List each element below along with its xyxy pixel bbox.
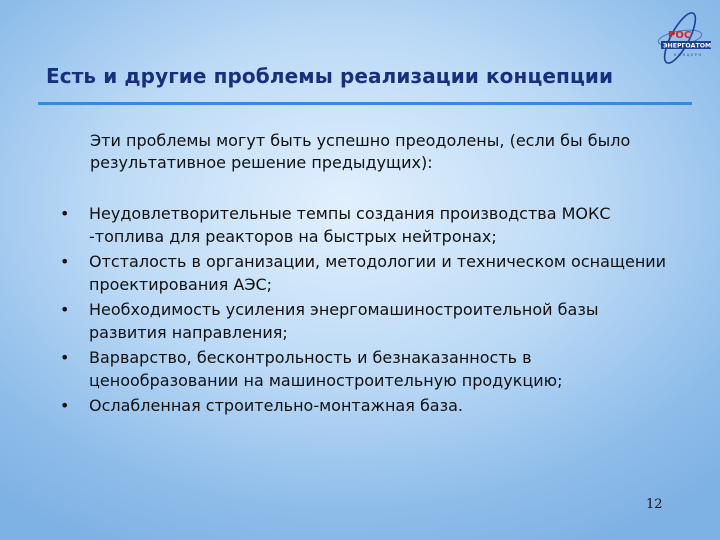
list-item-text: Отсталость в организации, методологии и техническом оснащении проектирования АЭС; <box>89 252 667 294</box>
logo-line3: КОНЦЕРН <box>674 53 703 57</box>
title-divider <box>38 102 692 105</box>
bullet-icon: • <box>60 396 70 415</box>
page-number: 12 <box>646 497 663 512</box>
list-item <box>60 347 680 392</box>
list-item-text: Варварство, бесконтрольность и безнаказанность в ценообразовании на машиностроительную продукцию; <box>89 348 563 390</box>
bullet-icon: • <box>60 348 70 367</box>
bullet-icon: • <box>60 204 70 223</box>
problem-list <box>60 203 680 421</box>
slide-title: Есть и другие проблемы реализации концепции <box>46 64 614 88</box>
logo-line1: РОС <box>668 30 692 41</box>
rosenergoatom-logo-icon <box>650 8 714 68</box>
logo-line2: ЭНЕРГОАТОМ <box>663 42 712 50</box>
list-item-text: Неудовлетворительные темпы создания производства МОКС -топлива для реакторов на быстрых нейтронах; <box>89 204 611 246</box>
list-item-text: Необходимость усиления энергомашиностроительной базы развития направления; <box>89 300 599 342</box>
bullet-icon: • <box>60 300 70 319</box>
list-item <box>60 299 680 344</box>
list-item <box>60 251 680 296</box>
list-item <box>60 395 680 418</box>
bullet-icon: • <box>60 252 70 271</box>
list-item <box>60 203 680 248</box>
list-item-text: Ослабленная строительно-монтажная база. <box>89 396 464 415</box>
intro-paragraph: Эти проблемы могут быть успешно преодолены, (если бы было результативное решение предыдущих): <box>90 131 631 172</box>
